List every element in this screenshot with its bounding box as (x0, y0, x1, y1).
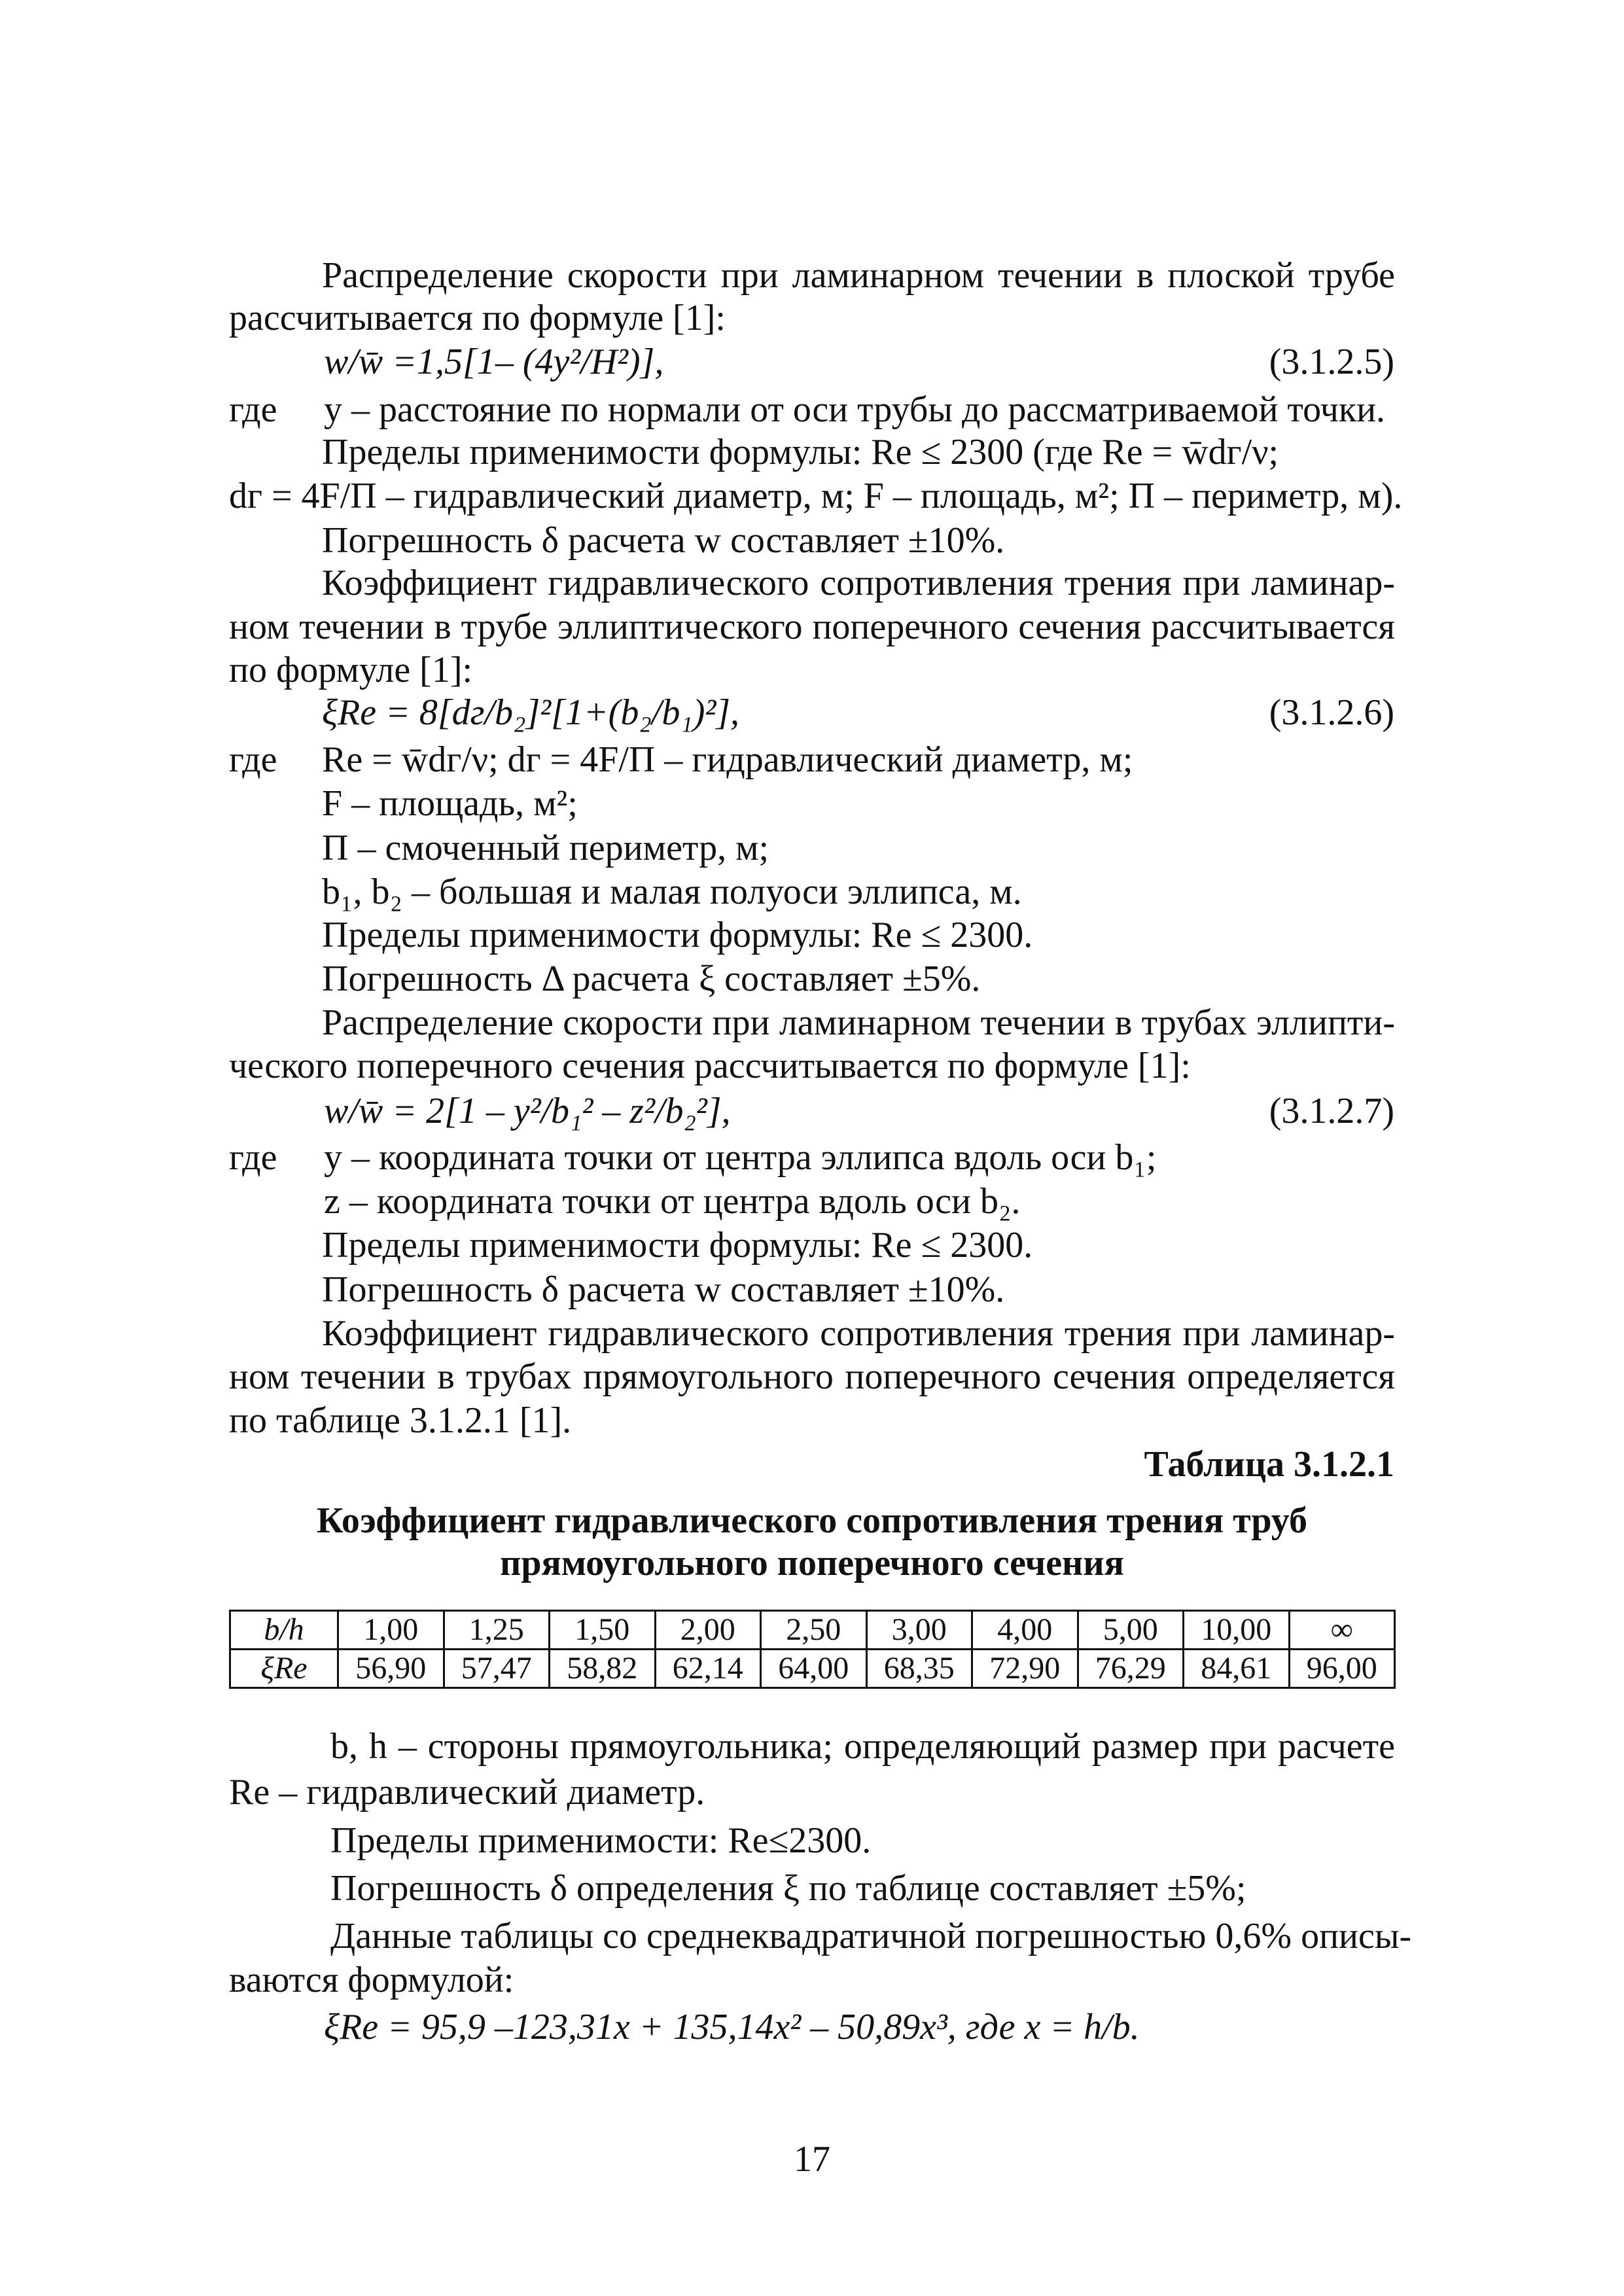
where-label-1: где (229, 389, 277, 430)
paragraph-2-line-2: ном течении в трубе эллиптического поперечного сечения рассчитывается (229, 607, 1395, 647)
table-cell: 5,00 (1078, 1611, 1184, 1650)
after-table-line-1: b, h – стороны прямоугольника; определяющий размер при расчете (330, 1726, 1395, 1767)
table-row-xire (230, 1650, 1395, 1688)
where-label-2: где (229, 739, 277, 780)
equation-number-3-1-2-5: (3.1.2.5) (1269, 342, 1394, 382)
table-cell: 10,00 (1184, 1611, 1290, 1650)
equation-number-3-1-2-7: (3.1.2.7) (1269, 1091, 1394, 1131)
where-label-3: где (229, 1137, 277, 1178)
table-cell: 72,90 (972, 1650, 1078, 1688)
paragraph-1-line-2: рассчитывается по формуле [1]: (229, 298, 726, 338)
paragraph-3-line-2: ческого поперечного сечения рассчитывается по формуле [1]: (229, 1046, 1191, 1086)
paragraph-3-line-1: Распределение скорости при ламинарном течении в трубах эллипти- (322, 1002, 1395, 1043)
friction-coefficient-table (229, 1610, 1396, 1689)
table-header-xire: ξRe (230, 1650, 338, 1688)
where-2-item-3: П – смоченный периметр, м; (322, 828, 769, 868)
paragraph-2-line-1: Коэффициент гидравлического сопротивления трения при ламинар- (322, 563, 1395, 603)
table-cell: 2,50 (761, 1611, 867, 1650)
after-table-line-2: Re – гидравлический диаметр. (229, 1772, 705, 1812)
where-2-item-4: b₁, b₂ – большая и малая полуоси эллипса, м. (322, 872, 1022, 912)
limits-3: Пределы применимости формулы: Re ≤ 2300. (322, 1225, 1033, 1265)
paragraph-4-line-2: ном течении в трубах прямоугольного поперечного сечения определяется (229, 1356, 1395, 1397)
where-3-item-2: z – координата точки от центра вдоль оси b₂. (324, 1181, 1021, 1222)
where-1-definition: y – расстояние по нормали от оси трубы до рассматриваемой точки. (324, 389, 1386, 430)
paragraph-1-line-1: Распределение скорости при ламинарном течении в плоской трубе (322, 255, 1395, 296)
table-cell: 1,25 (444, 1611, 550, 1650)
equation-3-1-2-5: w/w̄ =1,5[1– (4y²/H²)], (324, 342, 664, 382)
limits-1-line-1: Пределы применимости формулы: Re ≤ 2300 (где Re = w̄dг/ν; (322, 432, 1279, 472)
table-cell: 58,82 (550, 1650, 656, 1688)
where-3-item-1: y – координата точки от центра эллипса вдоль оси b₁; (324, 1137, 1157, 1178)
table-header-bh: b/h (230, 1611, 338, 1650)
paragraph-4-line-1: Коэффициент гидравлического сопротивления трения при ламинар- (322, 1313, 1395, 1354)
equation-number-3-1-2-6: (3.1.2.6) (1269, 692, 1394, 733)
table-cell: 84,61 (1184, 1650, 1290, 1688)
paragraph-2-line-3: по формуле [1]: (229, 650, 473, 690)
table-cell: 1,50 (550, 1611, 656, 1650)
table-cell: 62,14 (655, 1650, 761, 1688)
limits-4: Пределы применимости: Re≤2300. (330, 1820, 872, 1861)
equation-3-1-2-6: ξRe = 8[dг/b₂]²[1+(b₂/b₁)²], (322, 692, 740, 733)
equation-3-1-2-7: w/w̄ = 2[1 – y²/b₁² – z²/b₂²], (324, 1091, 731, 1131)
paragraph-4-line-3: по таблице 3.1.2.1 [1]. (229, 1400, 572, 1441)
table-cell: 76,29 (1078, 1650, 1184, 1688)
limits-1-line-2: dг = 4F/П – гидравлический диаметр, м; F – площадь, м²; П – периметр, м). (229, 476, 1403, 516)
approximation-formula: ξRe = 95,9 –123,31x + 135,14x² – 50,89x³, где x = h/b. (324, 2007, 1140, 2047)
error-4: Погрешность δ определения ξ по таблице составляет ±5%; (330, 1868, 1246, 1909)
where-2-item-1: Re = w̄dг/ν; dг = 4F/П – гидравлический диаметр, м; (322, 739, 1133, 780)
table-cell: 68,35 (866, 1650, 972, 1688)
error-3: Погрешность δ расчета w составляет ±10%. (322, 1269, 1005, 1310)
error-1: Погрешность δ расчета w составляет ±10%. (322, 520, 1005, 561)
table-row-bh (230, 1611, 1395, 1650)
table-cell: ∞ (1289, 1611, 1395, 1650)
approximation-line-2: ваются формулой: (229, 1960, 514, 2000)
table-title-line-2: прямоугольного поперечного сечения (500, 1543, 1124, 1583)
table-cell: 56,90 (338, 1650, 444, 1688)
where-2-item-2: F – площадь, м²; (322, 783, 578, 824)
table-cell: 64,00 (761, 1650, 867, 1688)
page-number: 17 (794, 2139, 830, 2180)
limits-2: Пределы применимости формулы: Re ≤ 2300. (322, 915, 1033, 955)
table-cell: 2,00 (655, 1611, 761, 1650)
error-2: Погрешность Δ расчета ξ составляет ±5%. (322, 959, 981, 999)
table-cell: 57,47 (444, 1650, 550, 1688)
table-cell: 96,00 (1289, 1650, 1395, 1688)
table-cell: 3,00 (866, 1611, 972, 1650)
table-label: Таблица 3.1.2.1 (1144, 1444, 1394, 1485)
table-title-line-1: Коэффициент гидравлического сопротивления трения труб (317, 1500, 1307, 1541)
approximation-line-1: Данные таблицы со среднеквадратичной погрешностью 0,6% описы- (330, 1916, 1412, 1956)
table-cell: 1,00 (338, 1611, 444, 1650)
table-cell: 4,00 (972, 1611, 1078, 1650)
